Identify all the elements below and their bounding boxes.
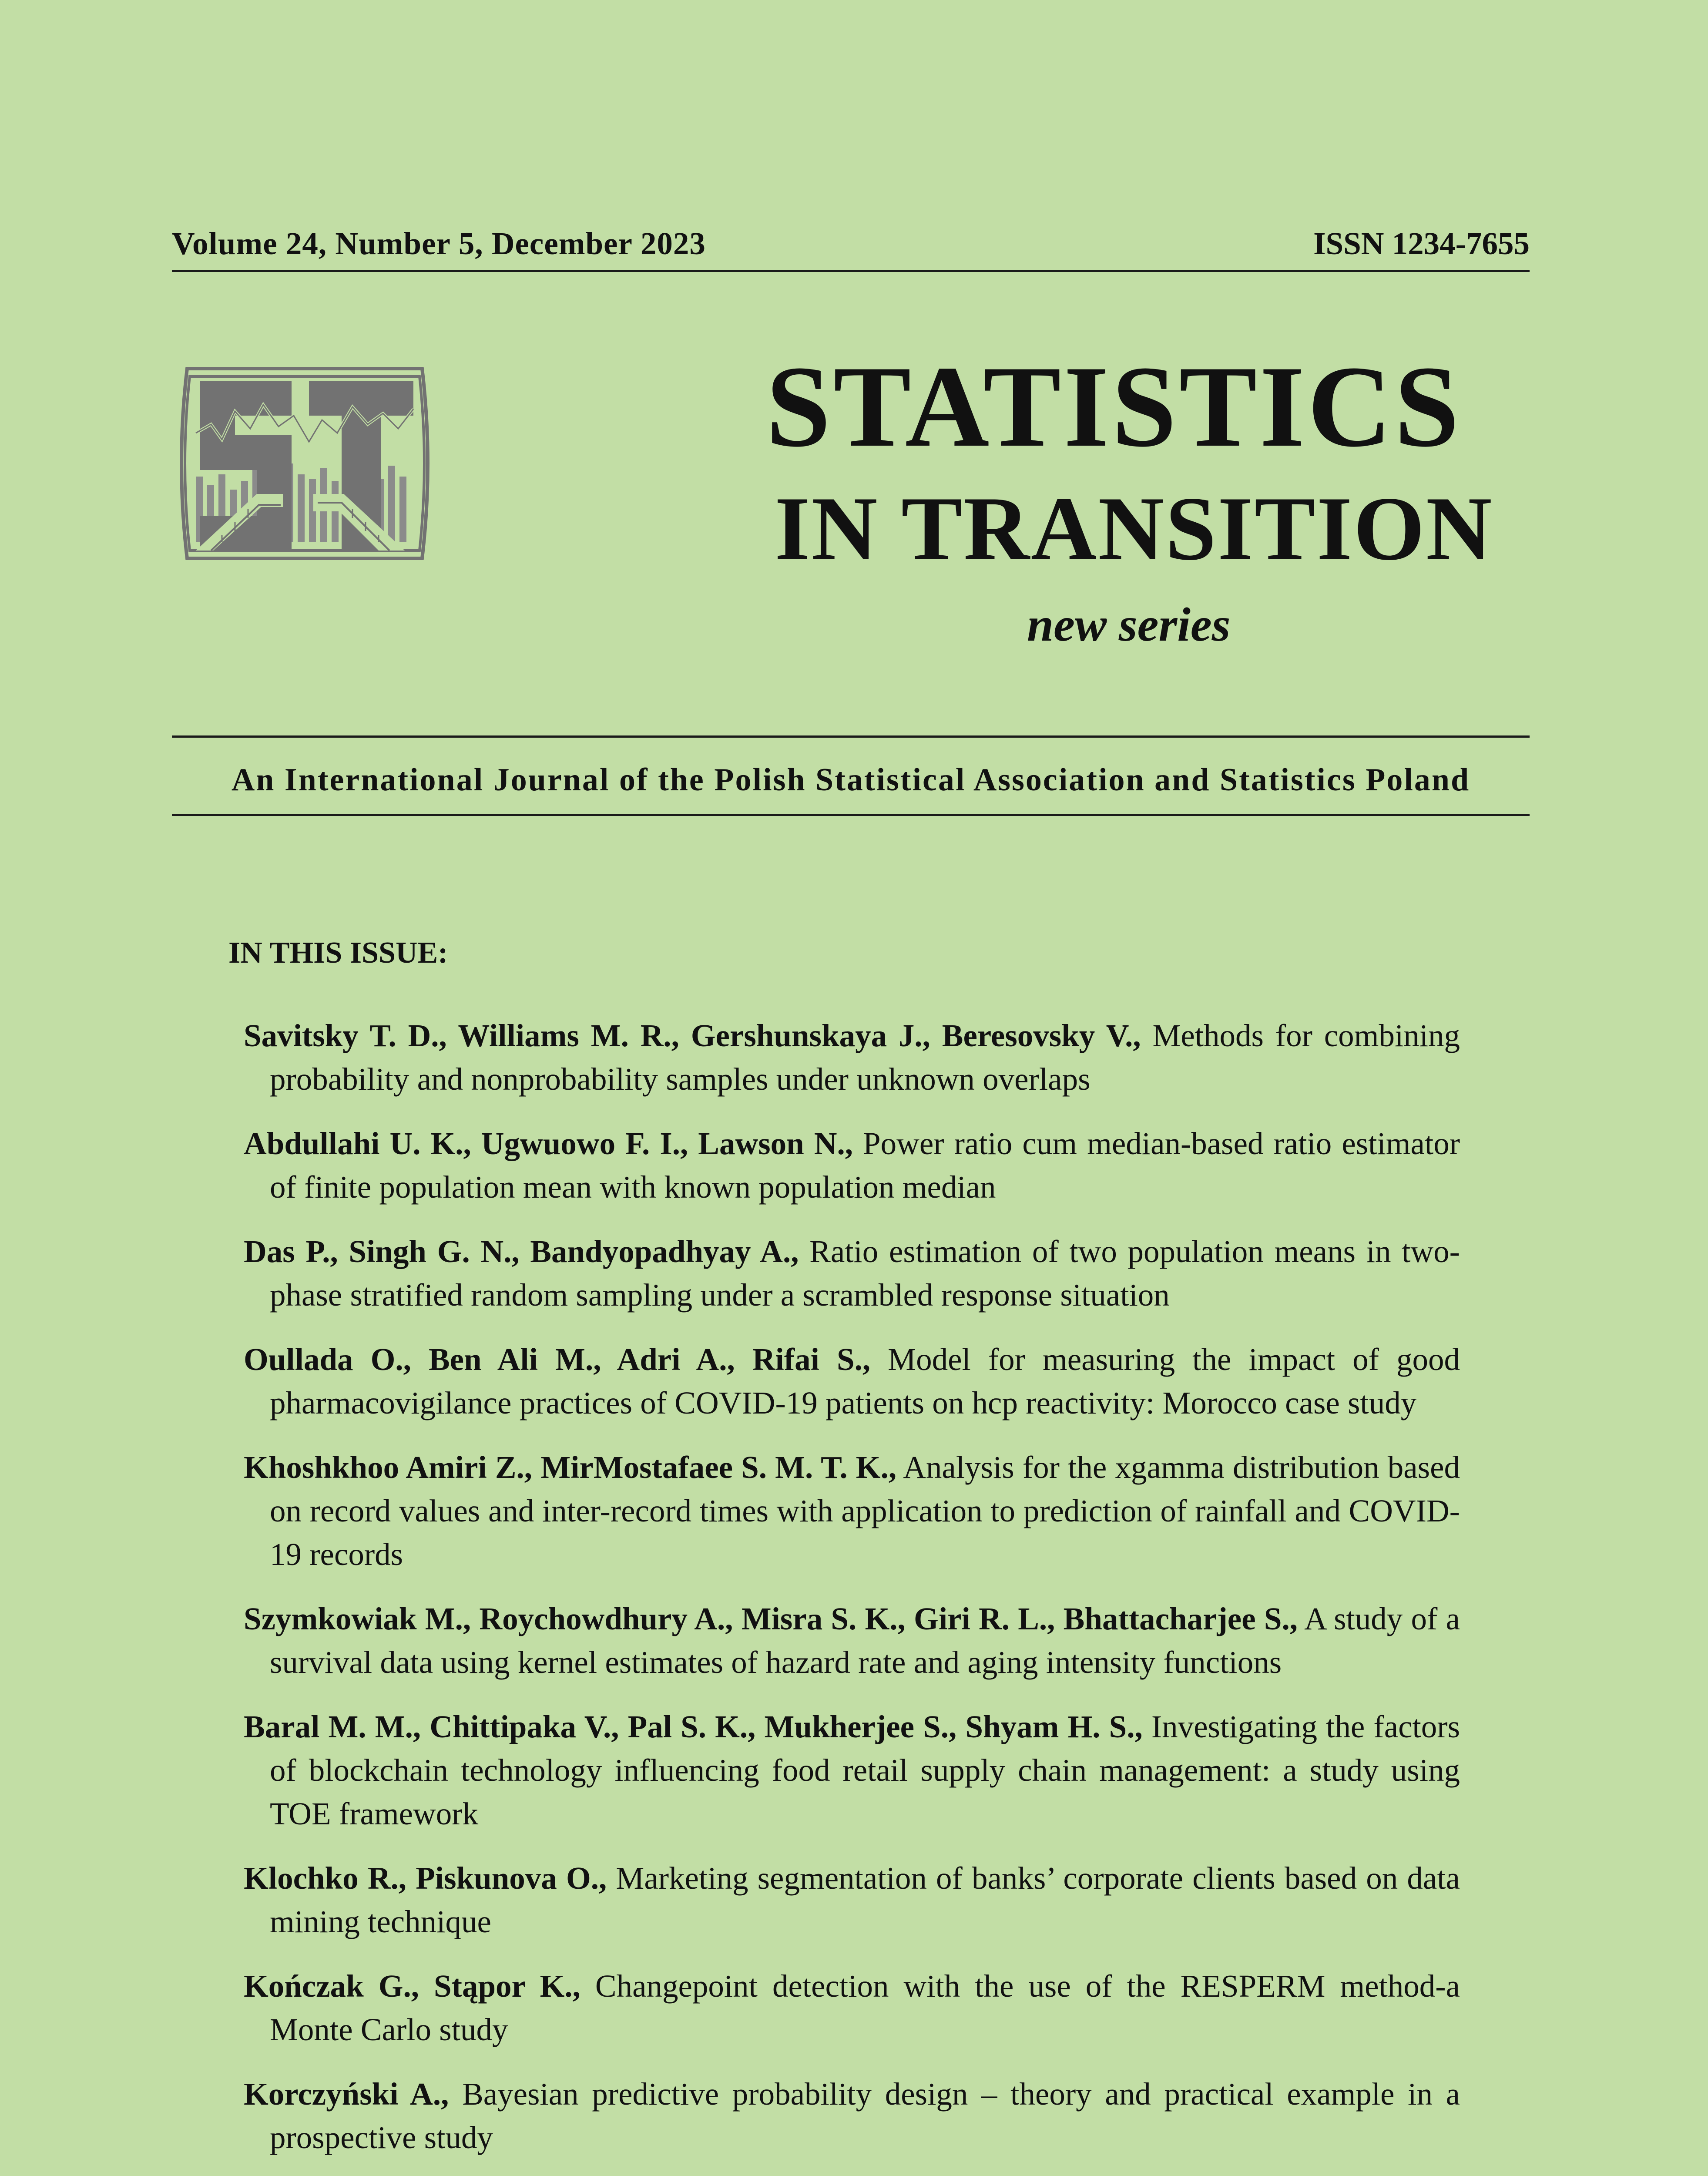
article-title: Methods for combining probability and nonprobability samples under unknown overlaps: [270, 1018, 1460, 1097]
article-title: Model for measuring the impact of good pharmacovigilance practices of COVID-19 patients on hcp reactivity: Morocco case study: [270, 1342, 1460, 1420]
article-authors: Szymkowiak M., Roychowdhury A., Misra S. K., Giri R. L., Bhattacharjee S.,: [244, 1601, 1298, 1636]
association-band: [172, 735, 1530, 816]
article-authors: Khoshkhoo Amiri Z., MirMostafaee S. M. T. K.,: [244, 1450, 897, 1485]
article-entry: [244, 1446, 1460, 1576]
article-authors: Korczyński A.,: [244, 2076, 449, 2112]
st-journal-logo: [170, 363, 440, 564]
article-authors: Baral M. M., Chittipaka V., Pal S. K., Mukherjee S., Shyam H. S.,: [244, 1709, 1143, 1744]
journal-title-line2: IN TRANSITION: [775, 478, 1493, 579]
issue-info-bar: [172, 218, 1530, 272]
journal-subtitle: new series: [1027, 598, 1231, 651]
article-entry: [244, 1338, 1460, 1425]
article-entry: [244, 1597, 1460, 1684]
article-entry: [244, 1964, 1460, 2052]
article-entry: [244, 1122, 1460, 1209]
article-entry: [244, 1857, 1460, 1944]
article-title: Marketing segmentation of banks’ corporate clients based on data mining technique: [270, 1860, 1460, 1939]
in-this-issue-heading: IN THIS ISSUE:: [228, 936, 448, 970]
article-title: Bayesian predictive probability design – theory and practical example in a prospective study: [270, 2076, 1460, 2155]
article-entry: [244, 1705, 1460, 1836]
journal-title-line1: STATISTICS: [766, 342, 1462, 471]
article-authors: Kończak G., Stąpor K.,: [244, 1968, 581, 2004]
article-title: Analysis for the xgamma distribution based on record values and inter-record times with application to prediction of rainfall and COVID-19 records: [270, 1450, 1460, 1572]
article-authors: Savitsky T. D., Williams M. R., Gershunskaya J., Beresovsky V.,: [244, 1018, 1141, 1053]
article-entry: [244, 2072, 1460, 2159]
article-authors: Oullada O., Ben Ali M., Adri A., Rifai S.,: [244, 1342, 871, 1377]
article-title: Investigating the factors of blockchain technology influencing food retail supply chain management: a study using TOE framework: [270, 1709, 1460, 1831]
article-entry: [244, 1014, 1460, 1101]
article-authors: Klochko R., Piskunova O.,: [244, 1860, 607, 1896]
article-title: Power ratio cum median-based ratio estimator of finite population mean with known population median: [270, 1126, 1460, 1205]
article-entry: [244, 1230, 1460, 1317]
issn: ISSN 1234-7655: [1313, 226, 1530, 261]
article-title: Ratio estimation of two population means in two-phase stratified random sampling under a scrambled response situation: [270, 1234, 1460, 1313]
article-list: [244, 1014, 1460, 2176]
volume-line: Volume 24, Number 5, December 2023: [172, 226, 706, 261]
article-authors: Das P., Singh G. N., Bandyopadhyay A.,: [244, 1234, 799, 1269]
article-authors: Abdullahi U. K., Ugwuowo F. I., Lawson N.,: [244, 1126, 853, 1161]
article-title: Changepoint detection with the use of the RESPERM method-a Monte Carlo study: [270, 1968, 1460, 2047]
article-title: A study of a survival data using kernel estimates of hazard rate and aging intensity functions: [270, 1601, 1460, 1680]
association-text: An International Journal of the Polish Statistical Association and Statistics Poland: [231, 762, 1470, 798]
